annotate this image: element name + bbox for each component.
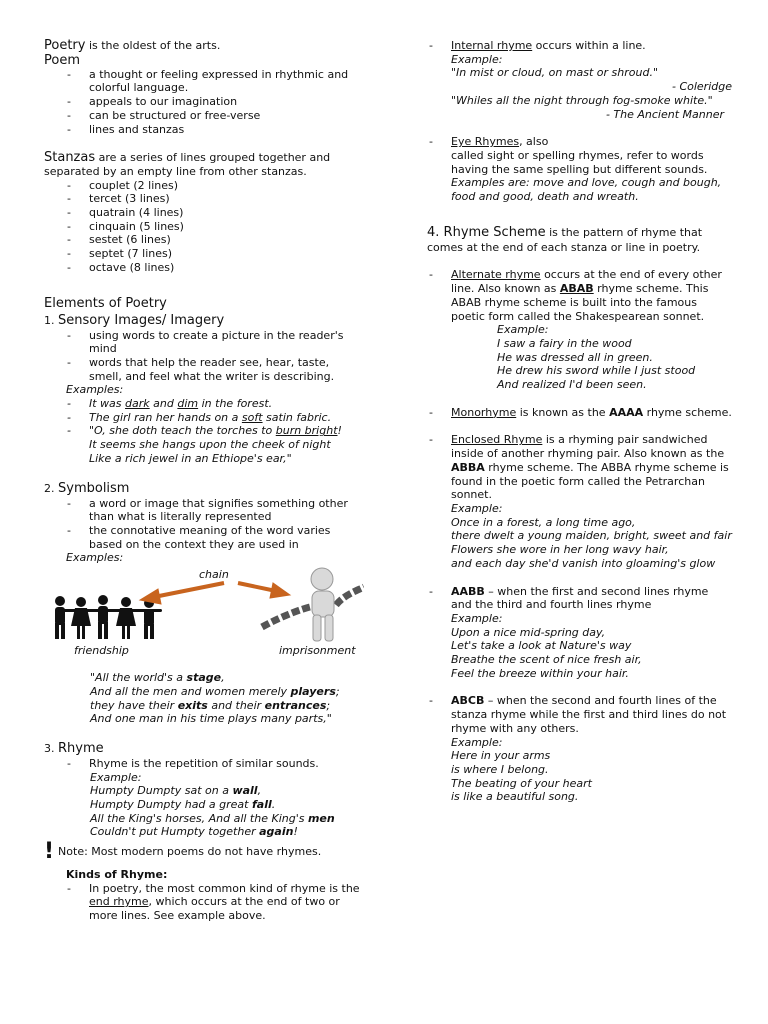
exclamation-icon: !: [44, 839, 55, 865]
section-symbolism-heading: 2. Symbolism: [44, 480, 130, 496]
list-item: - can be structured or free-verse: [44, 109, 364, 123]
imagery-list: [44, 329, 364, 384]
examples-label: Examples:: [66, 551, 124, 565]
list-item: - Internal rhyme occurs within a line. Example: "In mist or cloud, on mast or shroud." - Coleridge "Whiles all the night through fog-smoke white." - The Ancient Manner: [427, 39, 732, 121]
symbolism-figure: [44, 565, 364, 661]
arrow-left-icon: [140, 583, 224, 604]
aabb-block: [427, 585, 732, 681]
kinds-list: [44, 882, 364, 923]
list-item: - lines and stanzas: [44, 123, 364, 137]
list-item: - "O, she doth teach the torches to burn bright! It seems she hangs upon the cheek of night Like a rich jewel in an Ethiope's ear,": [44, 424, 364, 465]
list-item: - a word or image that signifies something other than what is literally represented: [44, 497, 364, 524]
kinds-of-rhyme-heading: Kinds of Rhyme:: [66, 867, 168, 881]
list-item: - octave (8 lines): [44, 261, 364, 275]
humpty-dumpty-example: Example: Humpty Dumpty sat on a wall, Humpty Dumpty had a great fall. All the King's horses, And all the King's men Couldn't put Humpty together again!: [90, 770, 335, 839]
list-item: - AABB – when the first and second lines rhyme and the third and fourth lines rhyme Example: Upon a nice mid-spring day, Let's take a look at Nature's way Breathe the scent of nice fresh air, Feel the breeze within your hair.: [427, 585, 732, 681]
stanzas-definition: Stanzas are a series of lines grouped together and separated by an empty line from other stanzas.: [44, 150, 331, 178]
list-item: - The girl ran her hands on a soft satin fabric.: [44, 411, 364, 425]
list-item: - ABCB – when the second and fourth lines of the stanza rhyme while the first and third lines do not rhyme with any others. Example: Here in your arms is where I belong. The beating of your heart is like a beautiful song.: [427, 694, 732, 804]
list-item: - couplet (2 lines): [44, 179, 364, 193]
list-item: - appeals to our imagination: [44, 95, 364, 109]
right-column: [427, 0, 732, 804]
list-item: - septet (7 lines): [44, 247, 364, 261]
list-item: - the connotative meaning of the word varies based on the context they are used in: [44, 524, 364, 551]
list-item: - It was dark and dim in the forest.: [44, 397, 364, 411]
list-item: - cinquain (5 lines): [44, 220, 364, 234]
section-imagery-heading: 1. Sensory Images/ Imagery: [44, 312, 225, 328]
poem-list: [44, 68, 364, 137]
poem-heading: Poem: [44, 52, 80, 68]
internal-rhyme-block: [427, 39, 732, 121]
stage-quote: "All the world's a stage, And all the men and women merely players; they have their exits and their entrances; And one man in his time plays many parts,": [90, 671, 340, 726]
section-rhyme-heading: 3. Rhyme: [44, 740, 104, 756]
symbolism-illustration: [44, 565, 364, 645]
left-column: [44, 0, 364, 923]
list-item: - Monorhyme is known as the AAAA rhyme scheme.: [427, 406, 732, 420]
list-item: - Eye Rhymes, also called sight or spelling rhymes, refer to words having the same spelling but different sounds. Examples are: move and love, cough and bough, food and good, death and wreath.: [427, 135, 732, 204]
alternate-rhyme-block: [427, 268, 732, 391]
elements-title: Elements of Poetry: [44, 295, 167, 311]
examples-label: Examples:: [66, 383, 124, 397]
list-item: - Enclosed Rhyme is a rhyming pair sandwiched inside of another rhyming pair. Also known as the ABBA rhyme scheme. The ABBA rhyme scheme is found in the poetic form called the Petrarchan sonnet. Example: Once in a forest, a long time ago, there dwelt a young maiden, bright, sweet and fair Flowers she wore in her long wavy hair, and each day she'd vanish into gloaming's glow: [427, 433, 732, 570]
list-item: - a thought or feeling expressed in rhythmic and colorful language.: [44, 68, 364, 95]
list-item: - quatrain (4 lines): [44, 206, 364, 220]
chain-label: chain: [199, 568, 229, 582]
imprisonment-label: imprisonment: [279, 644, 356, 658]
arrow-right-icon: [238, 583, 290, 598]
friendship-label: friendship: [74, 644, 129, 658]
rhyme-scheme-definition: 4. Rhyme Scheme is the pattern of rhyme that comes at the end of each stanza or line in poetry.: [427, 224, 703, 254]
list-item: - words that help the reader see, hear, taste, smell, and feel what the writer is describing.: [44, 356, 364, 383]
chained-figure-icon: [262, 568, 364, 641]
list-item: - In poetry, the most common kind of rhyme is the end rhyme, which occurs at the end of two or more lines. See example above.: [44, 882, 364, 923]
eye-rhymes-block: [427, 135, 732, 204]
list-item: - Alternate rhyme occurs at the end of every other line. Also known as ABAB rhyme scheme. This ABAB rhyme scheme is built into the famous poetic form called the Shakespearean sonnet. Example: I saw a fairy in the wood He was dressed all in green. He drew his sword while I just stood And realized I'd been seen.: [427, 268, 732, 391]
stanza-types-list: [44, 179, 364, 275]
list-item: - Rhyme is the repetition of similar sounds.: [44, 757, 364, 771]
symbolism-list: [44, 497, 364, 552]
poetry-intro: Poetry is the oldest of the arts.: [44, 38, 221, 53]
note: ! Note: Most modern poems do not have rhymes.: [44, 839, 322, 865]
list-item: - sestet (6 lines): [44, 233, 364, 247]
list-item: - using words to create a picture in the reader's mind: [44, 329, 364, 356]
imagery-examples: [44, 397, 364, 466]
monorhyme-block: [427, 406, 732, 420]
list-item: - tercet (3 lines): [44, 192, 364, 206]
abcb-block: [427, 694, 732, 804]
enclosed-rhyme-block: [427, 433, 732, 570]
rhyme-list: [44, 757, 364, 771]
